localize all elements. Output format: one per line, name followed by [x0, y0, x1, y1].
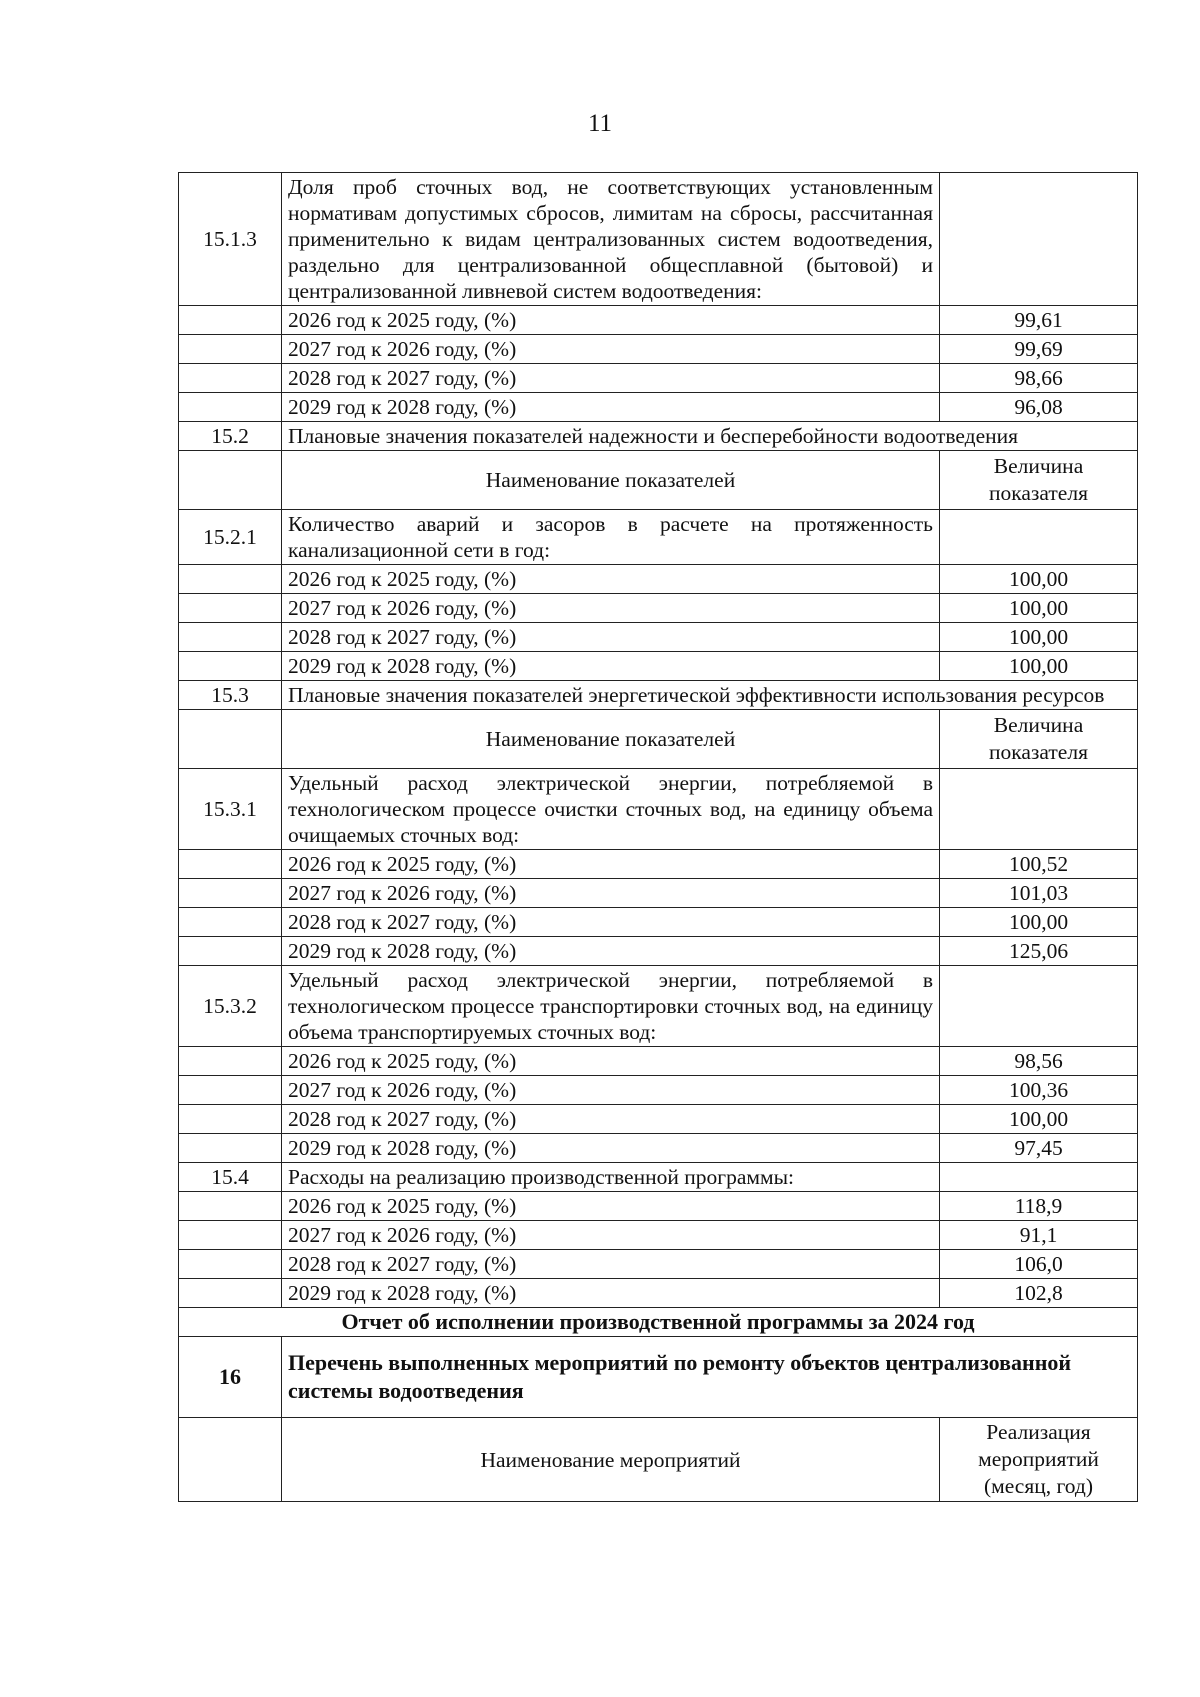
table-row	[179, 1105, 1138, 1134]
table-row	[179, 306, 1138, 335]
section-number: 15.1.3	[179, 173, 282, 306]
table-row	[179, 335, 1138, 364]
indicator-description: Доля проб сточных вод, не соответствующих установленным нормативам допустимых сбросов, лимитам на сбросы, рассчитанная применительно к видам централизованных систем водоотведения, раздельно для централизованной общесплавной (бытовой) и централизованной ливневой систем водоотведения:	[282, 173, 940, 306]
table-row	[179, 1250, 1138, 1279]
section-title: Перечень выполненных мероприятий по ремонту объектов централизованной системы водоотведения	[282, 1337, 1138, 1418]
row-label: 2027 год к 2026 году, (%)	[282, 1076, 940, 1105]
table-row	[179, 393, 1138, 422]
table-row	[179, 850, 1138, 879]
section-15-3-1-header	[179, 769, 1138, 850]
row-label: 2029 год к 2028 году, (%)	[282, 652, 940, 681]
table-row	[179, 908, 1138, 937]
row-label: 2027 год к 2026 году, (%)	[282, 879, 940, 908]
table-row	[179, 1279, 1138, 1308]
column-header-name: Наименование показателей	[282, 710, 940, 769]
section-15-2-1-header	[179, 510, 1138, 565]
section-15-1-3-header	[179, 173, 1138, 306]
table-row	[179, 652, 1138, 681]
table-row	[179, 1076, 1138, 1105]
row-value: 97,45	[940, 1134, 1138, 1163]
section-16-title-row	[179, 1337, 1138, 1418]
table-row	[179, 623, 1138, 652]
row-value: 101,03	[940, 879, 1138, 908]
section-number: 16	[179, 1337, 282, 1418]
row-value: 125,06	[940, 937, 1138, 966]
row-value: 100,00	[940, 652, 1138, 681]
row-value: 91,1	[940, 1221, 1138, 1250]
row-value: 100,00	[940, 594, 1138, 623]
indicator-description: Количество аварий и засоров в расчете на протяженность канализационной сети в год:	[282, 510, 940, 565]
column-header-row	[179, 451, 1138, 510]
section-15-3-title-row	[179, 681, 1138, 710]
row-value: 98,66	[940, 364, 1138, 393]
row-label: 2027 год к 2026 году, (%)	[282, 594, 940, 623]
page-number: 11	[587, 110, 613, 137]
row-label: 2028 год к 2027 году, (%)	[282, 364, 940, 393]
row-value: 98,56	[940, 1047, 1138, 1076]
row-label: 2029 год к 2028 году, (%)	[282, 937, 940, 966]
value-cell	[940, 966, 1138, 1047]
table-row	[179, 594, 1138, 623]
table-row	[179, 1047, 1138, 1076]
table-row	[179, 565, 1138, 594]
section-15-2-title-row	[179, 422, 1138, 451]
section-15-3-2-header	[179, 966, 1138, 1047]
row-label: 2028 год к 2027 году, (%)	[282, 1250, 940, 1279]
indicator-description: Расходы на реализацию производственной программы:	[282, 1163, 940, 1192]
row-label: 2028 год к 2027 году, (%)	[282, 623, 940, 652]
section-number: 15.2.1	[179, 510, 282, 565]
section-number: 15.4	[179, 1163, 282, 1192]
column-header-value: Величина показателя	[940, 710, 1138, 769]
row-label: 2027 год к 2026 году, (%)	[282, 1221, 940, 1250]
row-label: 2028 год к 2027 году, (%)	[282, 1105, 940, 1134]
section-15-4-header	[179, 1163, 1138, 1192]
indicator-description: Удельный расход электрической энергии, потребляемой в технологическом процессе очистки сточных вод, на единицу объема очищаемых сточных вод:	[282, 769, 940, 850]
row-value: 100,00	[940, 1105, 1138, 1134]
table-row	[179, 937, 1138, 966]
table-row	[179, 879, 1138, 908]
row-value: 102,8	[940, 1279, 1138, 1308]
section-title: Плановые значения показателей надежности и бесперебойности водоотведения	[282, 422, 1138, 451]
section-number: 15.3.2	[179, 966, 282, 1047]
table-row	[179, 1221, 1138, 1250]
table-row	[179, 1134, 1138, 1163]
row-value: 100,00	[940, 908, 1138, 937]
row-label: 2026 год к 2025 году, (%)	[282, 306, 940, 335]
table-row	[179, 364, 1138, 393]
row-label: 2029 год к 2028 году, (%)	[282, 1134, 940, 1163]
row-label: 2026 год к 2025 году, (%)	[282, 850, 940, 879]
section-number: 15.3.1	[179, 769, 282, 850]
report-title-row	[179, 1308, 1138, 1337]
row-value: 99,61	[940, 306, 1138, 335]
column-header-value: Величина показателя	[940, 451, 1138, 510]
section-title: Плановые значения показателей энергетической эффективности использования ресурсов	[282, 681, 1138, 710]
section-number: 15.3	[179, 681, 282, 710]
value-cell	[940, 769, 1138, 850]
row-label: 2029 год к 2028 году, (%)	[282, 393, 940, 422]
row-label: 2026 год к 2025 году, (%)	[282, 1192, 940, 1221]
section-number: 15.2	[179, 422, 282, 451]
row-label: 2028 год к 2027 году, (%)	[282, 908, 940, 937]
indicator-description: Удельный расход электрической энергии, потребляемой в технологическом процессе транспортировки сточных вод, на единицу объема транспортируемых сточных вод:	[282, 966, 940, 1047]
row-label: 2026 год к 2025 году, (%)	[282, 565, 940, 594]
row-value: 99,69	[940, 335, 1138, 364]
report-title: Отчет об исполнении производственной программы за 2024 год	[179, 1308, 1138, 1337]
column-header-name: Наименование показателей	[282, 451, 940, 510]
row-value: 118,9	[940, 1192, 1138, 1221]
row-value: 100,00	[940, 565, 1138, 594]
row-label: 2026 год к 2025 году, (%)	[282, 1047, 940, 1076]
value-cell	[940, 173, 1138, 306]
column-header-row	[179, 1418, 1138, 1502]
indicators-table	[178, 172, 1138, 1502]
row-value: 100,36	[940, 1076, 1138, 1105]
value-cell	[940, 510, 1138, 565]
column-header-name: Наименование мероприятий	[282, 1418, 940, 1502]
row-value: 100,00	[940, 623, 1138, 652]
column-header-row	[179, 710, 1138, 769]
row-label: 2029 год к 2028 году, (%)	[282, 1279, 940, 1308]
table-row	[179, 1192, 1138, 1221]
row-label: 2027 год к 2026 году, (%)	[282, 335, 940, 364]
value-cell	[940, 1163, 1138, 1192]
row-value: 96,08	[940, 393, 1138, 422]
row-value: 106,0	[940, 1250, 1138, 1279]
column-header-value: Реализация мероприятий (месяц, год)	[940, 1418, 1138, 1502]
row-value: 100,52	[940, 850, 1138, 879]
